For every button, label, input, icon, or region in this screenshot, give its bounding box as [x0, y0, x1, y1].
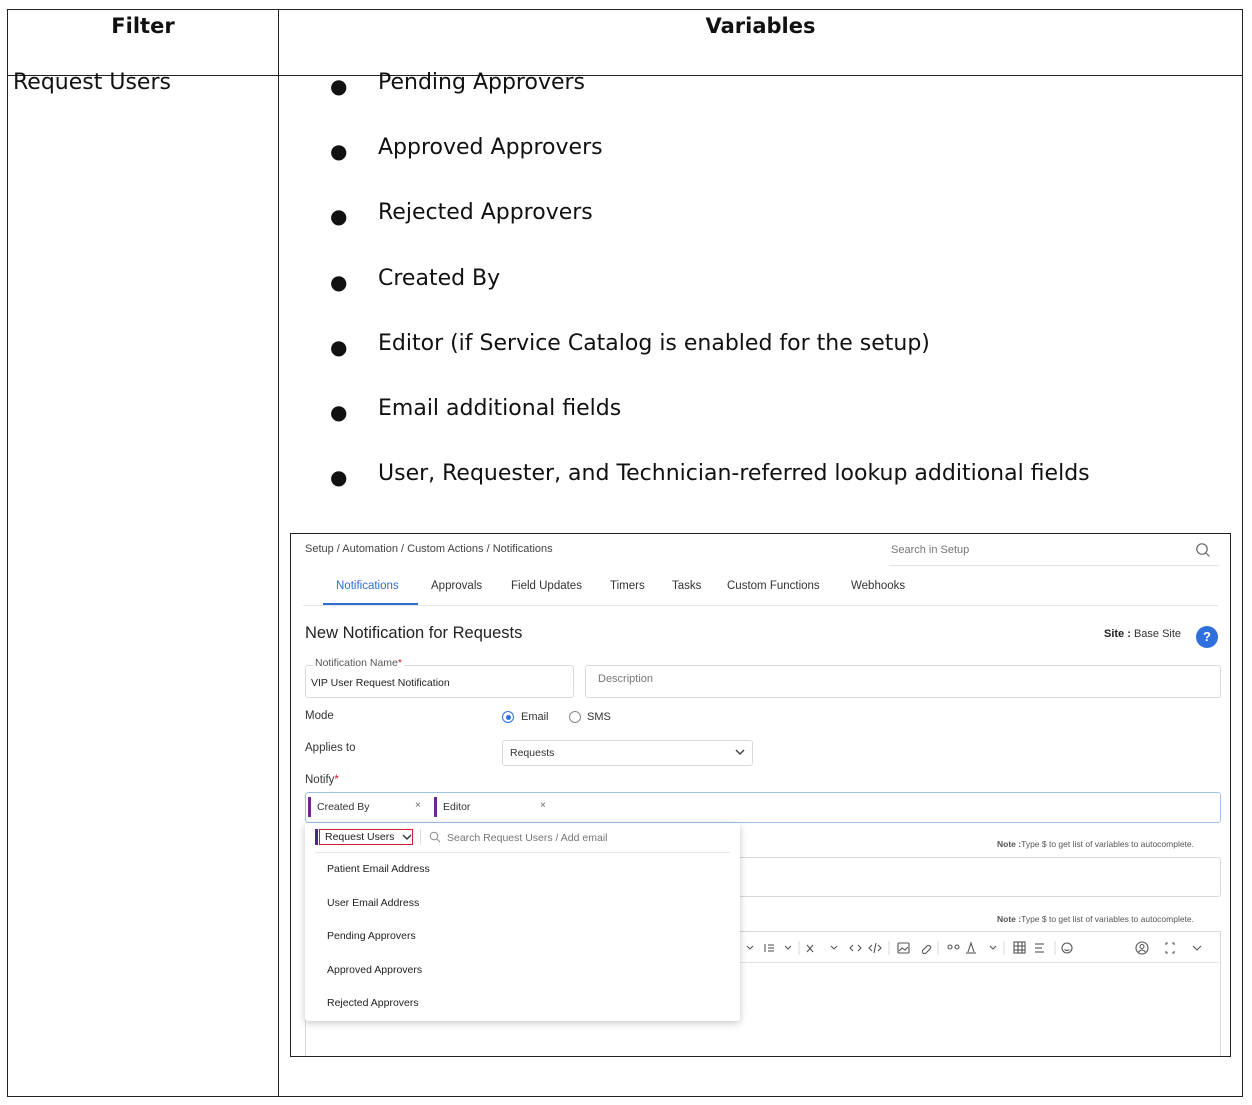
autocomplete-note [997, 914, 1194, 924]
variable-text: Editor (if Service Catalog is enabled for the setup) [378, 330, 930, 356]
tab-tasks[interactable]: Tasks [672, 580, 702, 592]
subject-field[interactable] [731, 857, 1221, 897]
image-icon [898, 943, 909, 953]
help-icon[interactable]: ? [1196, 626, 1218, 648]
tab-timers[interactable]: Timers [610, 580, 645, 592]
search-icon [429, 831, 441, 843]
bullet: ● [330, 269, 348, 294]
breadcrumb: Setup / Automation / Custom Actions / Notifications [305, 543, 553, 555]
line-height-icon [765, 944, 774, 952]
notify-chip-created-by [308, 797, 428, 817]
search-input[interactable] [889, 540, 1181, 556]
header-filter: Filter [111, 14, 175, 38]
note-text: Type $ to get list of variables to autocomplete. [1021, 839, 1195, 849]
applies-to-label: Applies to [305, 742, 356, 754]
text-format-icon [966, 943, 976, 953]
sms-option-label[interactable]: SMS [587, 711, 611, 723]
category-accent-bar [315, 829, 318, 845]
chevron-down-icon [1193, 946, 1201, 950]
dropdown-search-input[interactable] [445, 828, 734, 848]
variable-text: Email additional fields [378, 395, 622, 421]
chevron-down-icon [831, 946, 837, 949]
mode-label: Mode [305, 710, 334, 722]
note-text: Type $ to get list of variables to autocomplete. [1021, 914, 1195, 924]
site-label: Site : [1104, 628, 1131, 640]
header-variables: Variables [705, 14, 816, 38]
close-icon[interactable]: × [415, 800, 421, 811]
embedded-screenshot [290, 533, 1231, 1057]
description-placeholder: Description [598, 673, 654, 685]
variable-text: Pending Approvers [378, 70, 586, 95]
dropdown-item-user-email[interactable]: User Email Address [327, 897, 420, 909]
table-icon [1014, 942, 1025, 953]
bullet: ● [330, 465, 348, 490]
list-item [330, 200, 1090, 265]
filter-cell: Request Users [13, 70, 171, 95]
notify-label-text: Notify [305, 774, 335, 786]
variable-text: Rejected Approvers [378, 200, 593, 226]
dropdown-item-approved-approvers[interactable]: Approved Approvers [327, 964, 423, 976]
editor-toolbar [731, 936, 1219, 960]
required-mark: * [397, 657, 402, 669]
autocomplete-note [997, 839, 1194, 849]
active-tab-indicator [323, 603, 418, 605]
divider [315, 852, 730, 853]
toolbar-divider [731, 962, 1219, 963]
tab-webhooks[interactable]: Webhooks [851, 580, 906, 592]
user-icon [1136, 942, 1148, 954]
tab-field-updates[interactable]: Field Updates [511, 580, 582, 592]
chevron-down-icon[interactable] [734, 747, 746, 757]
code-icon [850, 945, 861, 951]
chevron-down-icon [785, 946, 791, 949]
notify-chip-editor [434, 797, 554, 817]
bullet: ● [330, 204, 348, 229]
tab-bar [291, 572, 1231, 606]
applies-to-value: Requests [510, 747, 555, 759]
description-field[interactable] [585, 665, 1221, 698]
email-option-label[interactable]: Email [521, 711, 549, 723]
emoji-icon [1062, 943, 1072, 953]
notify-label [305, 774, 339, 786]
note-bold: Note : [997, 914, 1022, 924]
dropdown-item-patient-email[interactable]: Patient Email Address [327, 863, 430, 875]
search-icon[interactable] [1195, 542, 1211, 558]
chevron-down-icon [747, 946, 753, 949]
list-item [330, 266, 1090, 331]
list-item [330, 70, 1090, 135]
tab-notifications[interactable]: Notifications [336, 580, 399, 592]
quote-icon [948, 945, 959, 949]
variables-list [330, 70, 1090, 526]
site-value: Base Site [1133, 628, 1182, 640]
chip-label: Created By [317, 801, 370, 813]
list-item [330, 461, 1090, 526]
variable-text: User, Requester, and Technician-referred lookup additional fields [378, 461, 1090, 487]
page-title: New Notification for Requests [305, 624, 523, 642]
notification-name-label [313, 657, 404, 669]
code-block-icon [869, 943, 881, 953]
bullet: ● [330, 139, 348, 164]
tab-divider [303, 605, 1218, 606]
required-mark: * [334, 774, 339, 786]
superscript-icon [807, 945, 813, 952]
link-icon [922, 945, 930, 953]
dropdown-item-rejected-approvers[interactable]: Rejected Approvers [327, 997, 419, 1009]
list-item [330, 135, 1090, 200]
column-divider [278, 10, 279, 1096]
notify-dropdown [305, 823, 740, 1021]
variable-text: Created By [378, 265, 501, 291]
notification-name-value: VIP User Request Notification [311, 677, 450, 689]
notification-name-label-text: Notification Name [315, 657, 398, 669]
sms-radio[interactable] [569, 711, 581, 723]
clear-format-icon [1035, 944, 1044, 952]
chevron-down-icon[interactable] [402, 833, 412, 841]
list-item [330, 331, 1090, 396]
bullet: ● [330, 334, 348, 359]
tab-approvals[interactable]: Approvals [431, 580, 483, 592]
bullet: ● [330, 399, 348, 424]
list-item [330, 396, 1090, 461]
setup-search [889, 540, 1219, 566]
divider [420, 829, 421, 845]
email-radio[interactable] [502, 711, 514, 723]
fullscreen-icon [1166, 943, 1174, 953]
category-select-label: Request Users [325, 831, 395, 843]
tab-custom-functions[interactable]: Custom Functions [727, 580, 820, 592]
close-icon[interactable]: × [540, 800, 546, 811]
dropdown-item-pending-approvers[interactable]: Pending Approvers [327, 930, 416, 942]
variable-text: Approved Approvers [378, 135, 603, 161]
chevron-down-icon [990, 946, 996, 949]
bullet: ● [330, 74, 348, 98]
note-bold: Note : [997, 839, 1022, 849]
chip-label: Editor [443, 801, 471, 813]
site-indicator [1104, 628, 1181, 640]
